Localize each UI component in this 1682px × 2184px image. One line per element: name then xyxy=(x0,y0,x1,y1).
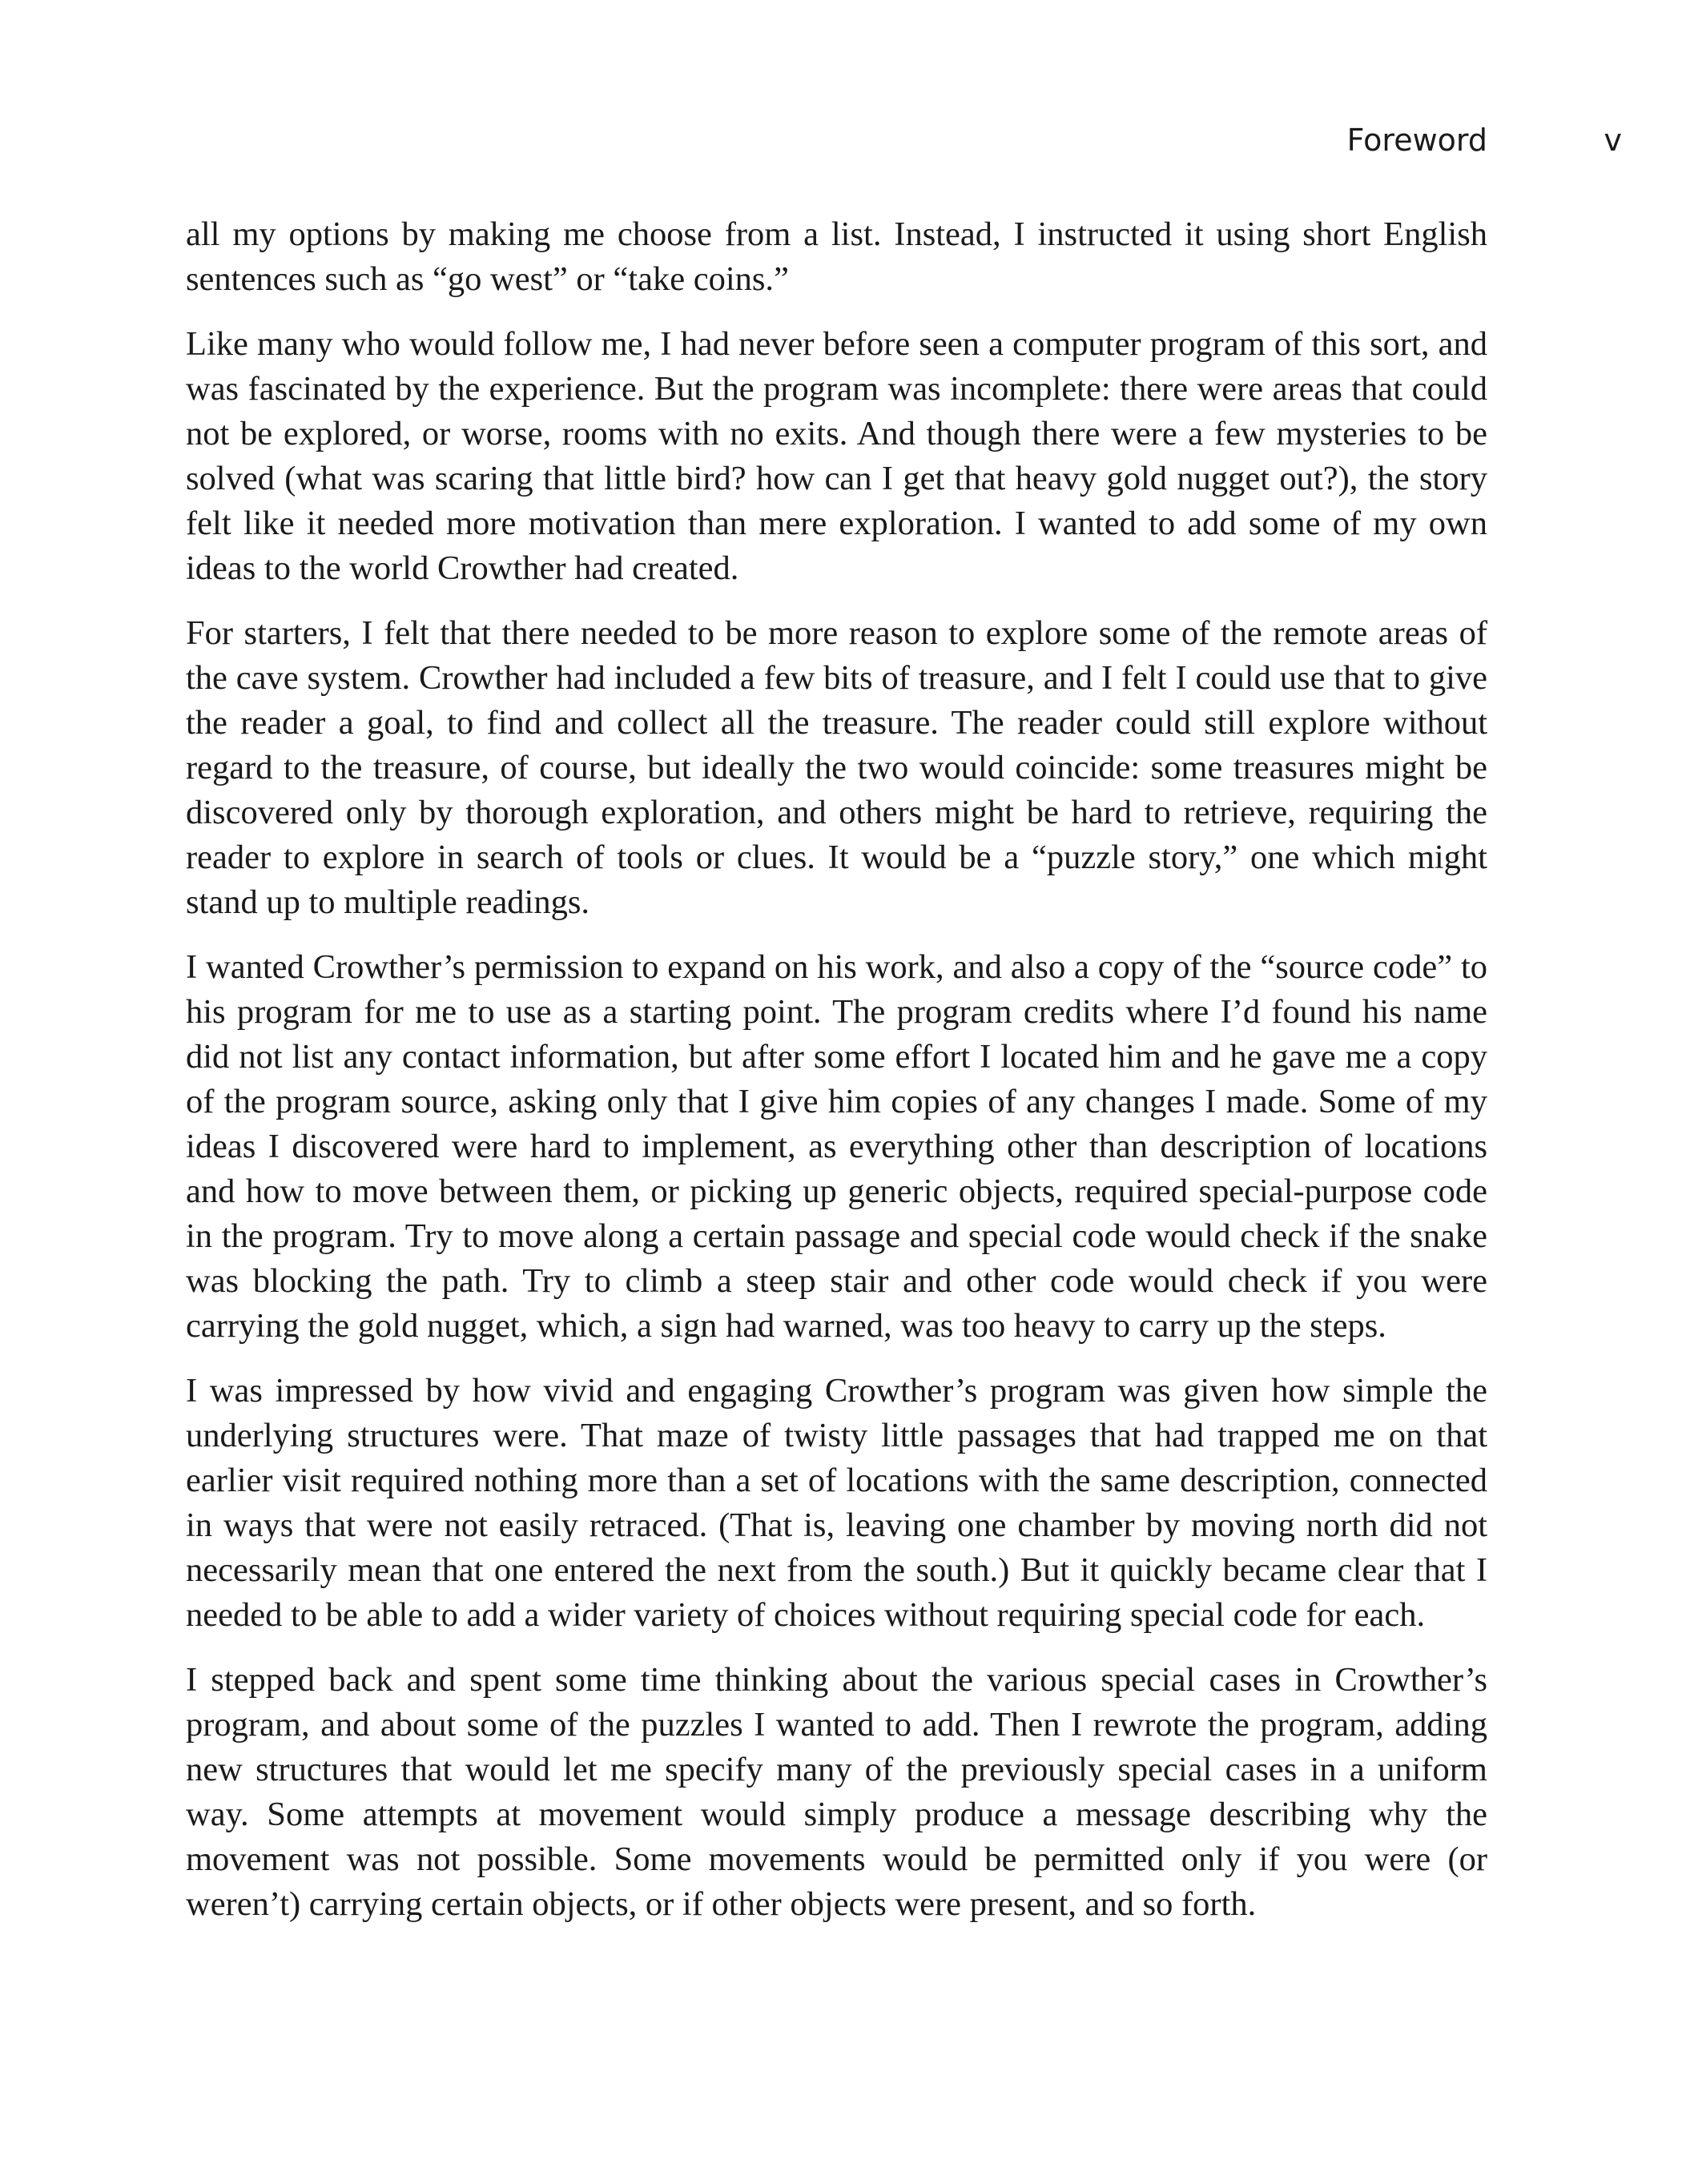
running-head xyxy=(0,116,1682,164)
paragraph: I wanted Crowther’s permission to expand on his work, and also a copy of the “source code” to his program for me to use as a starting point. The program credits where I’d found his name did not list any contact information, but after some effort I located him and he gave me a copy of the program source, asking only that I give him copies of any changes I made. Some of my ideas I discovered were hard to implement, as everything other than description of locations and how to move between them, or picking up generic objects, required special-purpose code in the program. Try to move along a certain passage and special code would check if the snake was blocking the path. Try to climb a steep stair and other code would check if you were carrying the gold nugget, which, a sign had warned, was too heavy to carry up the steps. xyxy=(186,948,1487,1345)
paragraph: I was impressed by how vivid and engaging Crowther’s program was given how simple the underlying structures were. That maze of twisty little passages that had trapped me on that earlier visit required nothing more than a set of locations with the same description, connected in ways that were not easily retraced. (That is, leaving one chamber by moving north did not necessarily mean that one entered the next from the south.) But it quickly became clear that I needed to be able to add a wider variety of choices without requiring special code for each. xyxy=(186,1372,1487,1634)
paragraph: all my options by making me choose from a list. Instead, I instructed it using short English sentences such as “go west” or “take coins.” xyxy=(186,215,1487,298)
paragraph: For starters, I felt that there needed to be more reason to explore some of the remote areas of the cave system. Crowther had included a few bits of treasure, and I felt I could use that to give the reader a goal, to find and collect all the treasure. The reader could still explore without regard to the treasure, of course, but ideally the two would coincide: some treasures might be discovered only by thorough exploration, and others might be hard to retrieve, requiring the reader to explore in search of tools or clues. It would be a “puzzle story,” one which might stand up to multiple readings. xyxy=(186,614,1487,921)
body-text xyxy=(186,212,1487,1947)
page-number: v xyxy=(1604,123,1622,158)
section-title: Foreword xyxy=(1346,123,1487,158)
paragraph: I stepped back and spent some time thinking about the various special cases in Crowther’s program, and about some of the puzzles I wanted to add. Then I rewrote the program, adding new structures that would let me specify many of the previously special cases in a uniform way. Some attempts at movement would simply produce a message describing why the movement was not possible. Some movements would be permitted only if you were (or weren’t) carrying certain objects, or if other objects were present, and so forth. xyxy=(186,1661,1487,1923)
paragraph: Like many who would follow me, I had never before seen a computer program of this sort, and was fascinated by the experience. But the program was incomplete: there were areas that could not be explored, or worse, rooms with no exits. And though there were a few mysteries to be solved (what was scaring that little bird? how can I get that heavy gold nugget out?), the story felt like it needed more motivation than mere exploration. I wanted to add some of my own ideas to the world Crowther had created. xyxy=(186,325,1487,587)
